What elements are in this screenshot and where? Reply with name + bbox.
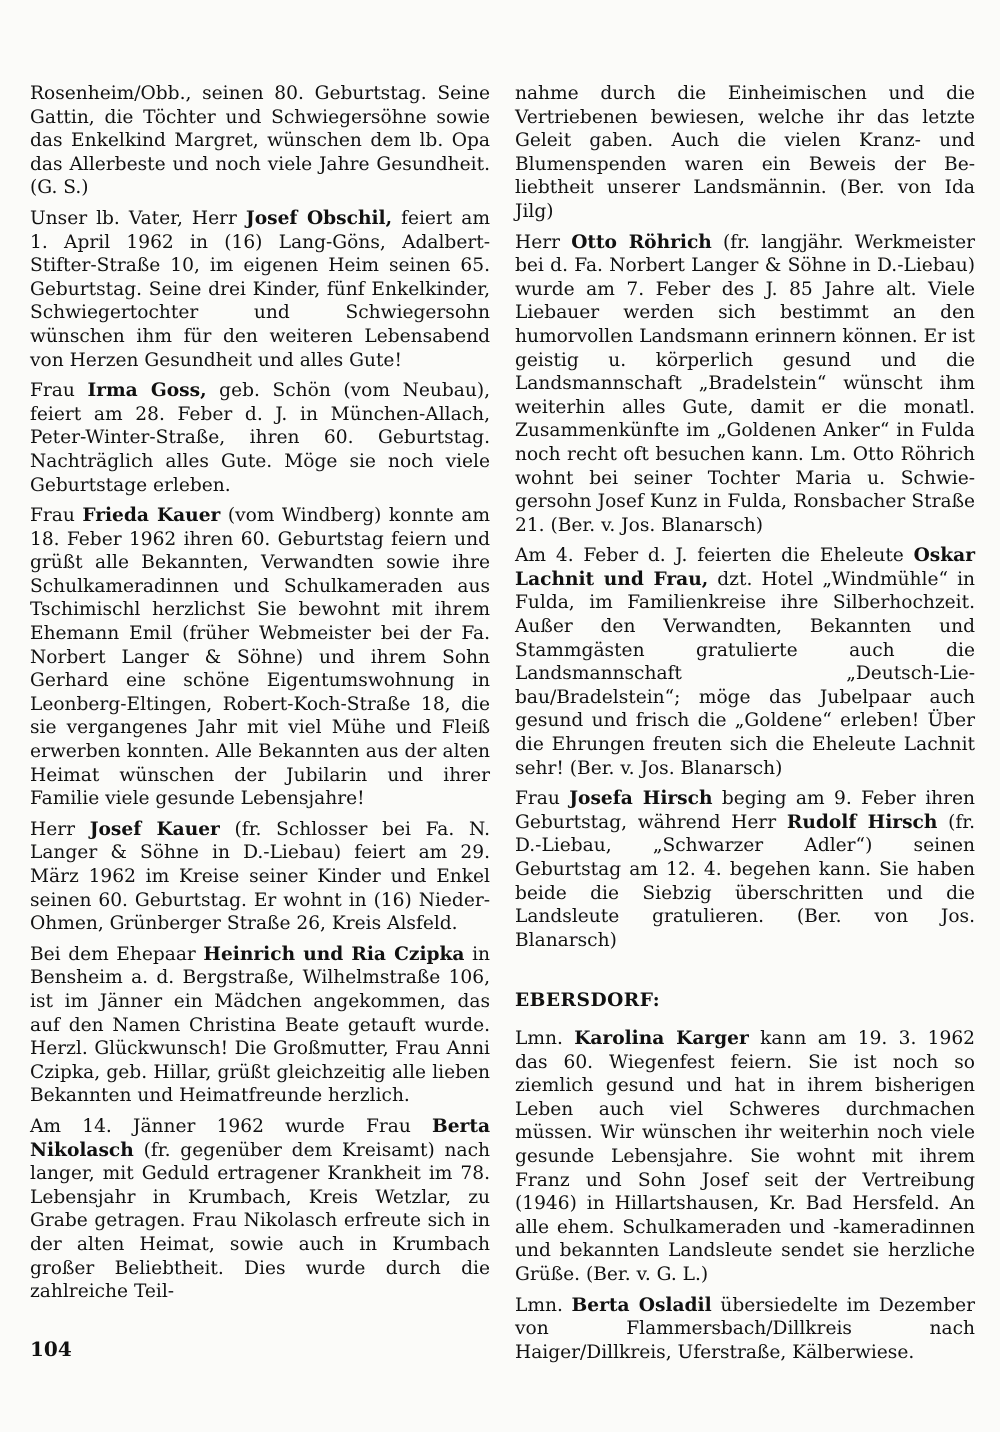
article-paragraph: [30, 207, 490, 372]
left-column: [30, 82, 490, 1311]
paragraph-text: Unser lb. Vater, Herr: [30, 207, 246, 229]
paragraph-text: feiert am 1. April 1962 in (16) Lang-Göns, Adalbert-Stifter-Straße 10, im eigenen Heim seinen 65. Geburtstag. Seine drei Kinder, fünf Enkelkinder, Schwiegertochter und Schwiegersohn wünschen ihm für den weiteren Lebensabend von Herzen Gesundheit und alles Gute!: [30, 207, 491, 371]
person-name: Oskar Lachnit und Frau,: [515, 545, 975, 590]
person-name: Berta Nikolasch: [30, 1115, 490, 1161]
paragraph-text: übersiedelte im Dezember von Flammersbach/Dillkreis nach Haiger/Dillkreis, Uferstraße, Kälberwiese.: [515, 1294, 975, 1363]
article-paragraph: [515, 82, 975, 224]
article-paragraph: [30, 504, 490, 811]
right-column-bottom: [515, 1027, 975, 1364]
person-name: Josef Obschil,: [245, 207, 393, 229]
paragraph-text: (vom Windberg) konnte am 18. Feber 1962 ihren 60. Geburtstag feiern und grüßt alle Bekannten, Verwandten sowie ihre Schulkameradinnen und Schulkameraden aus Tschimischl herzlichst Sie bewohnt mit ihrem Ehemann Emil (früher Webmeister bei der Fa. Norbert Langer & Söhne) und ihrem Sohn Gerhard eine schöne Eigentumswohnung in Leonberg-Eltingen, Robert-Koch-Straße 18, die sie vergangenes Jahr mit viel Mühe und Fleiß erwerben konnten. Alle Bekannten aus der alten Heimat wünschen der Jubilarin und ihrer Familie viele gesunde Lebensjahre!: [30, 505, 490, 810]
paragraph-text: Lmn.: [515, 1294, 572, 1316]
person-name: Josefa Hirsch: [569, 788, 713, 810]
paragraph-text: Bei dem Ehepaar: [30, 943, 204, 965]
article-paragraph: [515, 231, 975, 538]
paragraph-text: in Bensheim a. d. Bergstraße, Wilhelmstraße 106, ist im Jänner ein Mädchen angekommen, das auf den Namen Christina Beate getauft wurde. Herzl. Glückwunsch! Die Großmutter, Frau Anni Czipka, geb. Hillar, grüßt gleichzeitig alle lieben Bekannten und Heimatfreunde herzlich.: [30, 943, 490, 1107]
article-paragraph: [515, 1027, 975, 1287]
paragraph-text: Frau: [30, 380, 88, 402]
person-name: Irma Goss,: [87, 380, 207, 402]
article-paragraph: [30, 943, 490, 1108]
paragraph-text: (fr. langjähr. Werkmeister bei d. Fa. Norbert Langer & Söhne in D.-Liebau) wurde am 7. Feber des J. 85 Jahre alt. Viele Liebauer werden sich bestimmt an den humorvollen Landsmann erinnern können. Er ist geistig u. körperlich gesund und die Landsmannschaft „Bradelstein“ wünscht ihm weiterhin alles Gute, damit er die monatl. Zusammenkünfte im „Goldenen Anker“ in Fulda noch recht oft besuchen kann. Lm. Otto Röhrich wohnt bei seiner Tochter Maria u. Schwiegersohn Josef Kunz in Fulda, Ronsbacher Straße 21. (Ber. v. Jos. Blanarsch): [515, 231, 975, 536]
paragraph-text: beging am 9. Feber ihren Geburtstag, während Herr: [515, 788, 975, 833]
person-name: Rudolf Hirsch: [786, 811, 938, 833]
article-paragraph: [30, 818, 490, 936]
paragraph-text: geb. Schön (vom Neubau), feiert am 28. Feber d. J. in München-Allach, Peter-Winter-Straße, ihren 60. Geburtstag. Nachträglich alles Gute. Möge sie noch viele Geburtstage erleben.: [30, 380, 490, 496]
paragraph-text: Frau: [30, 505, 83, 527]
paragraph-text: Am 14. Jänner 1962 wurde Frau: [30, 1115, 433, 1137]
right-column-top: [515, 82, 975, 952]
right-column: [515, 82, 975, 1371]
section-heading-ebersdorf: EBERSDORF:: [515, 990, 661, 1012]
article-paragraph: [515, 1294, 975, 1365]
article-paragraph: [515, 787, 975, 952]
person-name: Karolina Karger: [574, 1027, 749, 1049]
person-name: Berta Osladil: [571, 1294, 712, 1316]
person-name: Josef Kauer: [89, 818, 220, 840]
paragraph-text: nahme durch die Einheimischen und die Vertriebenen bewiesen, welche ihr das letzte Geleit gaben. Auch die vielen Kranz- und Blumenspenden waren ein Beweis der Beliebtheit unserer Landsmännin. (Ber. von Ida Jilg): [515, 83, 975, 222]
paragraph-text: Am 4. Feber d. J. feierten die Eheleute: [515, 545, 914, 567]
paragraph-text: Rosenheim/Obb., seinen 80. Geburtstag. Seine Gattin, die Töchter und Schwiegersöhne sowie das Enkelkind Margret, wünschen dem lb. Opa das Allerbeste und noch viele Jahre Gesundheit. (G. S.): [30, 83, 490, 199]
paragraph-text: Herr: [515, 231, 572, 253]
article-paragraph: [30, 379, 490, 497]
person-name: Heinrich und Ria Czipka: [203, 943, 465, 965]
paragraph-text: Frau: [515, 788, 570, 810]
article-paragraph: [515, 544, 975, 780]
article-paragraph: [30, 82, 490, 200]
paragraph-text: Lmn.: [515, 1027, 575, 1049]
page-number: 104: [30, 1337, 72, 1361]
article-paragraph: [30, 1115, 490, 1304]
paragraph-text: (fr. gegenüber dem Kreisamt) nach langer, mit Geduld ertragener Krankheit im 78. Lebensjahr in Krumbach, Kreis Wetzlar, zu Grabe getragen. Frau Nikolasch erfreute sich in der alten Heimat, sowie auch in Krumbach großer Beliebtheit. Dies wurde durch die zahlreiche Teil-: [30, 1139, 490, 1303]
paragraph-text: dzt. Hotel „Windmühle“ in Fulda, im Familienkreise ihre Silberhochzeit. Außer den Verwandten, Bekannten und Stammgästen gratulierte auch die Landsmannschaft „Deutsch-Liebau/Bradelstein“; möge das Jubelpaar auch gesund und frisch die „Goldene“ erleben! Über die Ehrungen freuten sich die Eheleute Lachnit sehr! (Ber. v. Jos. Blanarsch): [515, 568, 975, 779]
paragraph-text: (fr. Schlosser bei Fa. N. Langer & Söhne in D.-Liebau) feiert am 29. März 1962 im Kreise seiner Kinder und Enkel seinen 60. Geburtstag. Er wohnt in (16) Nieder-Ohmen, Grünberger Straße 26, Kreis Alsfeld.: [30, 818, 491, 935]
person-name: Frieda Kauer: [82, 505, 221, 527]
paragraph-text: kann am 19. 3. 1962 das 60. Wiegenfest feiern. Sie ist noch so ziemlich gesund und hat in ihrem bisherigen Leben auch viel Schweres durchmachen müssen. Wir wünschen ihr weiterhin noch viele gesunde Lebensjahre. Sie wohnt mit ihrem Franz und Sohn Josef seit der Vertreibung (1946) in Hillartshausen, Kr. Bad Hersfeld. An alle ehem. Schulkameraden und -kameradinnen und bekannten Landsleute sendet sie herzliche Grüße. (Ber. v. G. L.): [515, 1027, 975, 1285]
paragraph-text: (fr. D.-Liebau, „Schwarzer Adler“) seinen Geburtstag am 12. 4. begehen kann. Sie haben beide die Siebzig überschritten und die Landsleute gratulieren. (Ber. von Jos. Blanarsch): [515, 811, 976, 951]
section-gap: [515, 959, 975, 989]
paragraph-text: Herr: [30, 818, 90, 840]
person-name: Otto Röhrich: [571, 231, 712, 253]
